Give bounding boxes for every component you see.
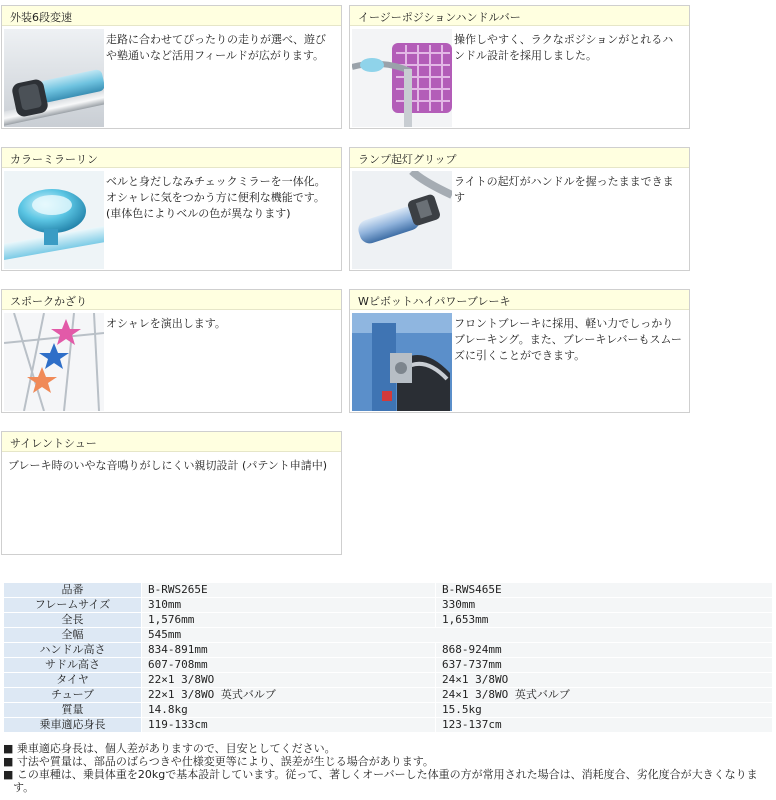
spec-value: 15.5kg — [436, 703, 773, 718]
spec-value: 24×1 3/8WO 英式バルブ — [436, 688, 773, 703]
spec-value: B-RWS265E — [142, 583, 436, 598]
table-row — [4, 583, 773, 598]
spec-value: 22×1 3/8WO — [142, 673, 436, 688]
gear-shifter-image — [4, 29, 104, 127]
bullet-icon: ■ — [3, 768, 14, 781]
spec-label: サドル高さ — [4, 658, 142, 673]
note-item: ■ 乗車適応身長は、個人差がありますので、目安としてください。 — [3, 742, 336, 755]
feature-card-easy-handlebar — [349, 5, 690, 129]
spec-label: 全長 — [4, 613, 142, 628]
spec-value: 14.8kg — [142, 703, 436, 718]
feature-description: 操作しやすく、ラクなポジションがとれるハンドル設計を採用しました。 — [454, 33, 674, 62]
brake-image — [352, 313, 452, 411]
feature-card-spoke-decoration — [1, 289, 342, 413]
notes-list — [3, 742, 773, 794]
spec-value: 545mm — [142, 628, 773, 643]
feature-title: カラーミラーリン — [2, 148, 341, 168]
feature-card-6speed — [1, 5, 342, 129]
spec-value: B-RWS465E — [436, 583, 773, 598]
table-row — [4, 658, 773, 673]
spec-value: 834-891mm — [142, 643, 436, 658]
feature-title: ランプ起灯グリップ — [350, 148, 689, 168]
feature-card-lamp-grip — [349, 147, 690, 271]
table-row — [4, 598, 773, 613]
spec-value: 119-133cm — [142, 718, 436, 733]
table-row — [4, 718, 773, 733]
spec-label: 全幅 — [4, 628, 142, 643]
feature-title: 外装6段変速 — [2, 6, 341, 26]
spec-table — [3, 582, 773, 733]
spec-label: 品番 — [4, 583, 142, 598]
note-item: ■ 寸法や質量は、部品のばらつきや仕様変更等により、誤差が生じる場合があります。 — [3, 755, 434, 768]
table-row — [4, 643, 773, 658]
mirror-bell-image — [4, 171, 104, 269]
feature-description: オシャレを演出します。 — [106, 317, 226, 330]
spec-value: 330mm — [436, 598, 773, 613]
spec-value: 24×1 3/8WO — [436, 673, 773, 688]
feature-description: ベルと身だしなみチェックミラーを一体化。オシャレに気をつかう方に便利な機能です。(車体色によりベルの色が異なります) — [106, 175, 326, 220]
handlebar-basket-image — [352, 29, 452, 127]
feature-title: サイレントシュー — [2, 432, 341, 452]
spec-value: 123-137cm — [436, 718, 773, 733]
spoke-stars-image — [4, 313, 104, 411]
spec-value: 637-737mm — [436, 658, 773, 673]
spec-label: 乗車適応身長 — [4, 718, 142, 733]
lamp-grip-image — [352, 171, 452, 269]
feature-title: イージーポジションハンドルバー — [350, 6, 689, 26]
table-row — [4, 688, 773, 703]
spec-value: 607-708mm — [142, 658, 436, 673]
bullet-icon: ■ — [3, 755, 14, 768]
spec-label: タイヤ — [4, 673, 142, 688]
feature-title: スポークかざり — [2, 290, 341, 310]
table-row — [4, 628, 773, 643]
bullet-icon: ■ — [3, 742, 14, 755]
spec-value: 1,653mm — [436, 613, 773, 628]
feature-description: フロントブレーキに採用、軽い力でしっかりブレーキング。また、ブレーキレバーもスムーズに引くことができます。 — [454, 317, 682, 362]
spec-label: チューブ — [4, 688, 142, 703]
table-row — [4, 613, 773, 628]
note-item: ■ この車種は、乗員体重を20kgで基本設計しています。従って、著しくオーバーした体重の方が常用された場合は、消耗度合、劣化度合が大きくなります。 — [3, 768, 758, 794]
spec-label: フレームサイズ — [4, 598, 142, 613]
spec-label: 質量 — [4, 703, 142, 718]
feature-description: ブレーキ時のいやな音鳴りがしにくい親切設計 (パテント申請中) — [8, 459, 328, 472]
feature-card-w-pivot-brake — [349, 289, 690, 413]
feature-title: Wピボットハイパワーブレーキ — [350, 290, 689, 310]
feature-description: ライトの起灯がハンドルを握ったままできます — [454, 175, 674, 204]
table-row — [4, 703, 773, 718]
spec-value: 22×1 3/8WO 英式バルブ — [142, 688, 436, 703]
table-row — [4, 673, 773, 688]
spec-value: 868-924mm — [436, 643, 773, 658]
spec-value: 1,576mm — [142, 613, 436, 628]
feature-card-silent-shoe — [1, 431, 342, 555]
feature-description: 走路に合わせてぴったりの走りが選べ、遊びや塾通いなど活用フィールドが広がります。 — [106, 33, 326, 62]
feature-card-color-mirror-bell — [1, 147, 342, 271]
spec-value: 310mm — [142, 598, 436, 613]
spec-label: ハンドル高さ — [4, 643, 142, 658]
